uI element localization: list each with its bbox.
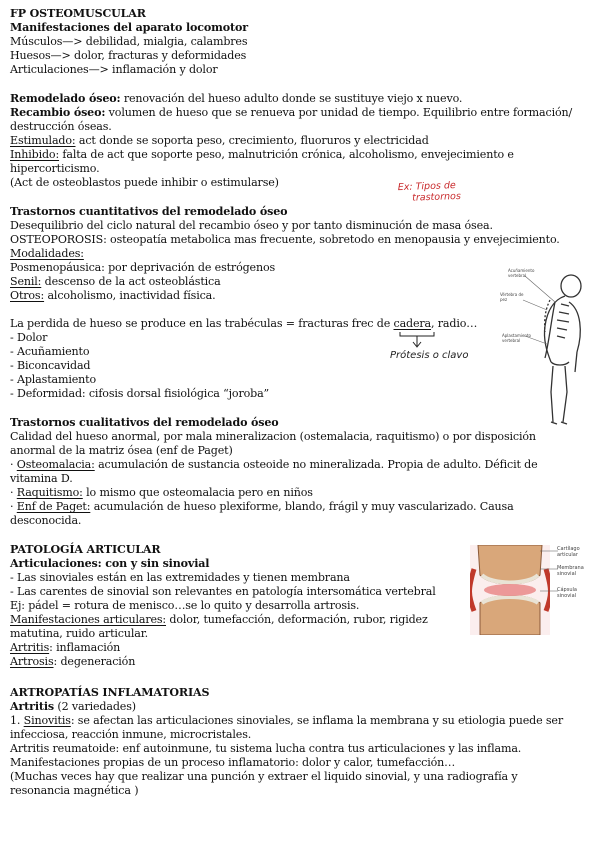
- term: Raquitismo:: [16, 486, 83, 499]
- trabeculas-line: [10, 317, 477, 331]
- list-item: - Dolor: [10, 331, 48, 344]
- definition: : degeneración: [53, 655, 136, 668]
- term: Otros:: [10, 289, 45, 302]
- text-line: (Muchas veces hay que realizar una punción y extraer el liquido sinovial, y una radiografía y: [10, 770, 518, 783]
- text-part: La perdida de hueso se produce en las trabéculas = fracturas frec de: [10, 317, 394, 330]
- otros-line: [10, 289, 216, 303]
- senil-line: [10, 275, 221, 289]
- definition: descenso de la act osteoblástica: [41, 275, 221, 288]
- text-line: Desequilibrio del ciclo natural del recambio óseo y por tanto disminución de masa ósea.: [10, 219, 493, 232]
- term: Recambio óseo:: [10, 106, 106, 119]
- term: Remodelado óseo:: [10, 92, 121, 105]
- subheading: Articulaciones: con y sin sinovial: [10, 557, 210, 570]
- section-heading-artropatias: ARTROPATÍAS INFLAMATORIAS: [10, 686, 210, 699]
- list-item: - Biconcavidad: [10, 359, 91, 372]
- remodelado-line: [10, 92, 462, 106]
- text-line: Articulaciones—> inflamación y dolor: [10, 63, 218, 76]
- section-heading-manifestaciones: Manifestaciones del aparato locomotor: [10, 21, 248, 34]
- list-item: - Deformidad: cifosis dorsal fisiológica “joroba”: [10, 387, 270, 400]
- raquitismo-line: · Raquitismo: lo mismo que osteomalacia pero en niños: [10, 486, 313, 499]
- definition: acumulación de hueso plexiforme, blando, frágil y muy vascularizado. Causa: [90, 500, 514, 513]
- artrosis-line: [10, 655, 135, 669]
- text-line: Artritis reumatoide: enf autoinmune, tu sistema lucha contra tus articulaciones y las inflama.: [10, 742, 522, 755]
- figure-label: Acuñamiento vertebral: [508, 268, 535, 278]
- joint-figure: [470, 545, 550, 635]
- definition: dolor, tumefacción, deformación, rubor, rigidez: [166, 613, 428, 626]
- term: Estimulado:: [10, 134, 76, 147]
- definition: act donde se soporta peso, crecimiento, fluoruros y electricidad: [75, 134, 429, 147]
- inhibido-line: [10, 148, 514, 162]
- text-line: hipercorticismo.: [10, 162, 100, 175]
- osteomalacia-line: · Osteomalacia: acumulación de sustancia osteoide no mineralizada. Propia de adulto. Déficit de: [10, 458, 538, 471]
- figure-label: Cartílago articular: [557, 546, 580, 558]
- estimulado-line: [10, 134, 429, 148]
- paget-line: · Enf de Paget: acumulación de hueso plexiforme, blando, frágil y muy vascularizado. Causa: [10, 500, 514, 513]
- figure-label: Cápsula sinovial: [557, 587, 577, 599]
- text-line: Posmenopáusica: por deprivación de estrógenos: [10, 261, 276, 274]
- handwritten-note: Prótesis o clavo: [390, 350, 469, 361]
- text-line: (Act de osteoblastos puede inhibir o estimularse): [10, 176, 279, 189]
- text-line: infecciosa, reacción inmune, microcristales.: [10, 728, 252, 741]
- artritis-line: [10, 641, 120, 655]
- term: Sinovitis: [23, 714, 71, 727]
- text-line: desconocida.: [10, 514, 82, 527]
- text-line: - Las sinoviales están en las extremidades y tienen membrana: [10, 571, 350, 584]
- term: Artrosis: [10, 655, 54, 668]
- text-part: , radio…: [431, 317, 478, 330]
- term: Senil:: [10, 275, 42, 288]
- figure-label: Membrana sinovial: [557, 565, 584, 577]
- text-line: Manifestaciones propias de un proceso inflamatorio: dolor y calor, tumefacción…: [10, 756, 456, 769]
- section-heading-cuantitativos: Trastornos cuantitativos del remodelado óseo: [10, 205, 288, 218]
- term: Inhibido:: [10, 148, 60, 161]
- document-title: FP OSTEOMUSCULAR: [10, 7, 146, 20]
- manifestaciones-line: [10, 613, 428, 627]
- text-line: - Las carentes de sinovial son relevantes en patología intersomática vertebral: [10, 585, 436, 598]
- term: Artritis: [10, 700, 55, 713]
- text-line: destrucción óseas.: [10, 120, 112, 133]
- term: Manifestaciones articulares:: [10, 613, 167, 626]
- annotation-line: trastornos: [412, 190, 462, 204]
- text-line: anormal de la matriz ósea (enf de Paget): [10, 444, 233, 457]
- definition: volumen de hueso que se renueva por unidad de tiempo. Equilibrio entre formación/: [105, 106, 573, 119]
- list-item: - Acuñamiento: [10, 345, 90, 358]
- cadera-word: cadera: [393, 317, 432, 330]
- definition: acumulación de sustancia osteoide no mineralizada. Propia de adulto. Déficit de: [94, 458, 538, 471]
- text-line: Ej: pádel = rotura de menisco…se lo quito y desarrolla artrosis.: [10, 599, 360, 612]
- sinovitis-line: [10, 714, 563, 728]
- handwritten-annotation: [398, 180, 461, 204]
- section-heading-cualitativos: Trastornos cualitativos del remodelado óseo: [10, 416, 279, 429]
- term: Osteomalacia:: [16, 458, 95, 471]
- text-line: Músculos—> debilidad, mialgia, calambres: [10, 35, 248, 48]
- section-heading-patologia-articular: PATOLOGÍA ARTICULAR: [10, 543, 161, 556]
- text-line: vitamina D.: [10, 472, 73, 485]
- definition: : se afectan las articulaciones sinoviales, se inflama la membrana y su etiologia puede ser: [70, 714, 563, 727]
- definition: : inflamación: [49, 641, 121, 654]
- figure-label: Vértebra de pez: [500, 292, 524, 302]
- note: (2 variedades): [54, 700, 136, 713]
- recambio-line: [10, 106, 572, 120]
- definition: alcoholismo, inactividad física.: [44, 289, 216, 302]
- text-line: Huesos—> dolor, fracturas y deformidades: [10, 49, 247, 62]
- term: Artritis: [10, 641, 50, 654]
- number: 1.: [10, 714, 24, 727]
- text-line: OSTEOPOROSIS: osteopatía metabolica mas frecuente, sobretodo en menopausia y envejecimiento.: [10, 233, 560, 246]
- figure-label: Aplastamiento vertebral: [502, 333, 531, 343]
- list-item: - Aplastamiento: [10, 373, 96, 386]
- definition: lo mismo que osteomalacia pero en niños: [82, 486, 313, 499]
- modalidades-label: Modalidades:: [10, 247, 84, 260]
- text-line: matutina, ruido articular.: [10, 627, 149, 640]
- term: Enf de Paget:: [16, 500, 91, 513]
- bracket-arrow-icon: [398, 330, 438, 352]
- text-line: Calidad del hueso anormal, por mala mineralizacion (ostemalacia, raquitismo) o por disposición: [10, 430, 536, 443]
- definition: falta de act que soporte peso, malnutrición crónica, alcoholismo, envejecimiento e: [59, 148, 514, 161]
- artritis-subheading: [10, 700, 136, 714]
- skeleton-figure: [495, 262, 595, 427]
- definition: renovación del hueso adulto donde se sustituye viejo x nuevo.: [120, 92, 463, 105]
- text-line: resonancia magnética ): [10, 784, 139, 797]
- annotation-line: Ex: Tipos de: [397, 180, 456, 194]
